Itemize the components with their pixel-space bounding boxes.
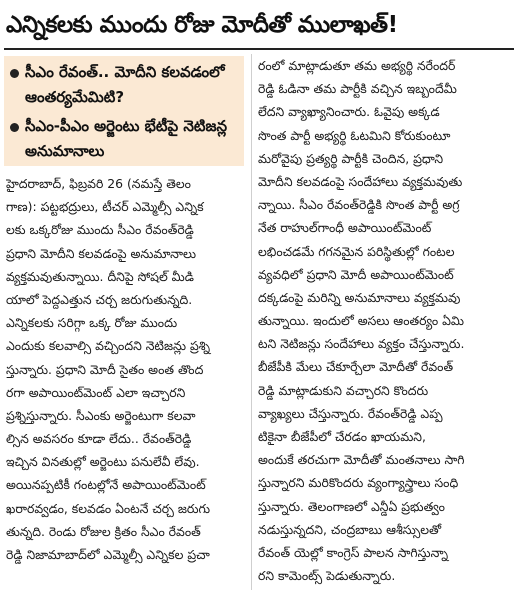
- highlight-item: [10, 114, 238, 164]
- body-text-line: లేదని వ్యాఖ్యానించారు. ఓవైపు అక్కడ: [258, 104, 440, 120]
- body-text-line: ప్రశ్నిస్తున్నారు. సీఎంకు అర్జెంటుగా కలవా: [6, 407, 196, 423]
- highlight-text: సీఎం రేవంత్.. మోదీని కలవడంలో ఆంతర్యమేమిటి?: [25, 63, 225, 106]
- body-text-line: రెడ్డి మాట్లాడుకుని వచ్చారని కొందరు: [258, 382, 429, 398]
- body-text-line: రని కామెంట్స్ పెడుతున్నారు.: [258, 568, 396, 584]
- headline-rule: [4, 48, 514, 50]
- body-text-line: స్తున్నారు. తెలంగాణలో ఎన్డీఏ ప్రభుత్వం: [258, 498, 445, 514]
- body-text-line: మోదీని కలవడంపై సందేహాలు వ్యక్తమవుతు: [258, 173, 463, 189]
- bullet-icon: [10, 69, 19, 78]
- body-text-line: టికైనా బీజేపీలో చేరడం ఖాయమని,: [258, 429, 426, 444]
- highlight-text: సీఎం-పీఎం అర్జెంటు భేటీపై నెటిజన్ల అనుమానాలు: [25, 117, 227, 160]
- highlight-item: [10, 60, 238, 110]
- body-column-right: [258, 54, 512, 587]
- article-headline: ఎన్నికలకు ముందు రోజు మోదీతో ములాఖత్!: [6, 12, 398, 38]
- body-text-line: నడుస్తున్నదని, చంద్రబాబు ఆశీస్సులతో: [258, 521, 442, 537]
- body-text-line: వ్యాఖ్యలు చేస్తున్నారు. రేవంత్‌రెడ్డి ఎప్ప: [258, 405, 443, 421]
- body-text-line: ప్రధాని మోదీని కలవడంపై అనుమానాలు: [6, 245, 197, 261]
- body-text-line: వ్యవధిలో ప్రధాని మోదీ అపాయింట్‌మెంట్: [258, 266, 454, 282]
- body-text-line: హైదరాబాద్, ఫిబ్రవరి 26 (నమస్తే తెలం: [6, 176, 191, 191]
- body-text-line: రెడ్డి నిజామాబాద్‌లో ఎమ్మెల్సీ ఎన్నికల ప్రచా: [6, 547, 210, 562]
- body-text-line: లభించడమే గగనమైన పరిస్థితుల్లో గంటల: [258, 243, 455, 259]
- body-text-line: లకు ఒక్కరోజు ముందు సీఎం రేవంత్‌రెడ్డి: [6, 222, 194, 238]
- body-text-line: న్నాయి. సీఎం రేవంత్‌రెడ్డికి సొంత పార్టీ అగ్ర: [258, 197, 460, 213]
- column-divider: [251, 54, 252, 590]
- body-text-line: ఇచ్చిన వినతుల్లో అర్జెంటు పనులేవీ లేవు.: [6, 454, 200, 470]
- body-column-left: [6, 172, 246, 566]
- body-text-line: ఎన్నికలకు సరిగ్గా ఒక్క రోజు ముందు: [6, 315, 178, 331]
- body-text-line: తున్నది. రెండు రోజుల క్రితం సీఎం రేవంత్: [6, 523, 201, 539]
- body-text-line: గాణ): పట్టభద్రులు, టీచర్ ఎమ్మెల్సీ ఎన్నిక: [6, 199, 204, 215]
- bullet-icon: [10, 123, 19, 132]
- body-text-line: రగా అపాయింట్‌మెంట్ ఎలా ఇచ్చారని: [6, 384, 186, 400]
- body-text-line: స్తున్నారు. ప్రధాని మోదీ సైతం అంత తొంద: [6, 361, 204, 377]
- body-text-line: తున్నాయి. ఇందులో అసలు ఆంతర్యం ఏమి: [258, 313, 465, 329]
- body-text-line: బీజేపీకి మేలు చేకూర్చేలా మోదీతో రేవంత్: [258, 359, 454, 375]
- body-text-line: ఎందుకు కలవాల్సి వచ్చిందని నెటిజన్లు ప్రశ్ని: [6, 338, 211, 354]
- body-text-line: అయినప్పటికీ గంటల్లోనే అపాయింట్‌మెంట్: [6, 477, 206, 493]
- body-text-line: రేవంత్ యెల్లో కాంగ్రెస్ పాలన సాగిస్తున్నా: [258, 544, 448, 560]
- body-text-line: రంలో మాట్లాడుతూ తమ అభ్యర్థి నరేందర్: [258, 58, 456, 73]
- body-text-line: వ్యక్తమవుతున్నాయి. దీనిపై సోషల్ మీడి: [6, 268, 194, 284]
- body-text-line: ఖరారవ్వడం, కలవడం ఏంటనే చర్చ జరుగు: [6, 500, 211, 516]
- body-text-line: ల్సిన అవసరం కూడా లేదు.. రేవంత్‌రెడ్డి: [6, 431, 192, 447]
- body-text-line: దక్కడంపై మరిన్ని అనుమానాలు వ్యక్తమవు: [258, 289, 461, 305]
- body-text-line: సొంత పార్టీ అభ్యర్థి ఓటమిని కోరుకుంటూ: [258, 127, 451, 143]
- body-text-line: నేత రాహుల్‌గాంధీ అపాయింట్‌మెంట్: [258, 220, 432, 236]
- body-text-line: రెడ్డి ఓడినా తమ పార్టీకి వచ్చిన ఇబ్బందేమీ: [258, 81, 457, 97]
- body-text-line: మరోవైపు ప్రత్యర్థి పార్టీకి చెందిన, ప్రధాని: [258, 150, 444, 166]
- body-text-line: స్తున్నారని మరికొందరు వ్యంగ్యాస్త్రాలు సంధి: [258, 475, 459, 491]
- body-text-line: టని నెటిజన్లు సందేహాలు వ్యక్తం చేస్తున్నారు.: [258, 336, 465, 352]
- body-text-line: అందుకే తరచుగా మోదీతో మంతనాలు సాగి: [258, 452, 465, 468]
- highlights-box: [4, 56, 244, 166]
- body-text-line: యాలో పెద్దఎత్తున చర్చ జరుగుతున్నది.: [6, 291, 193, 307]
